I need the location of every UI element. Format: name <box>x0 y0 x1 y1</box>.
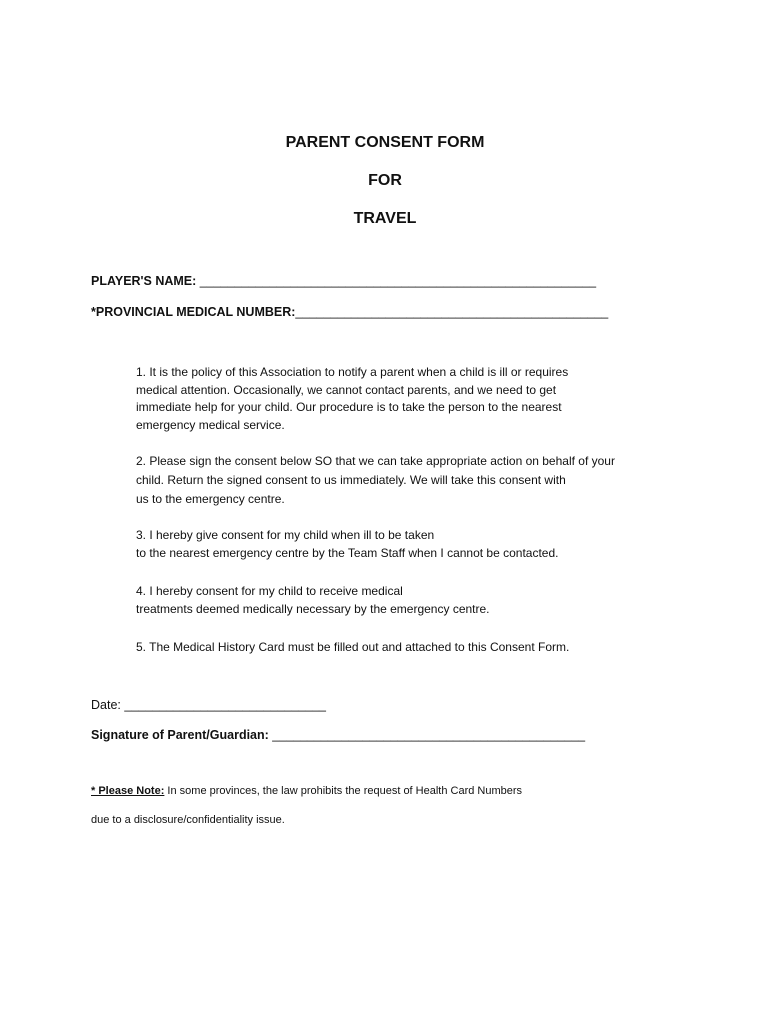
paragraph-line: 2. Please sign the consent below SO that we can take appropriate action on behalf of your <box>136 454 615 468</box>
player-name-blank[interactable]: _________________________________________________________ <box>199 274 597 288</box>
date-blank[interactable]: _____________________________ <box>124 698 326 712</box>
paragraph-line: emergency medical service. <box>136 417 285 432</box>
policy-paragraph-3 <box>136 527 558 562</box>
form-title-travel: TRAVEL <box>353 210 417 227</box>
player-name-label: PLAYER'S NAME: <box>91 274 197 288</box>
policy-paragraph-1 <box>136 364 568 434</box>
paragraph-line: 5. The Medical History Card must be filled out and attached to this Consent Form. <box>136 640 570 654</box>
paragraph-line: medical attention. Occasionally, we cannot contact parents, and we need to get <box>136 382 557 397</box>
note-text-2: due to a disclosure/confidentiality issue. <box>91 814 285 826</box>
policy-paragraph-2 <box>136 452 615 509</box>
note-text-1: In some provinces, the law prohibits the request of Health Card Numbers <box>164 785 523 797</box>
medical-number-field[interactable] <box>91 305 608 319</box>
date-field[interactable] <box>91 698 326 712</box>
paragraph-line: 1. It is the policy of this Association to notify a parent when a child is ill or requires <box>136 365 569 379</box>
medical-number-label: *PROVINCIAL MEDICAL NUMBER: <box>91 305 296 319</box>
paragraph-line: us to the emergency centre. <box>136 492 285 506</box>
paragraph-line: 4. I hereby consent for my child to receive medical <box>136 584 403 598</box>
please-note <box>91 785 522 797</box>
note-label: * Please Note: <box>91 785 165 797</box>
date-label: Date: <box>91 698 121 712</box>
signature-label: Signature of Parent/Guardian: <box>91 728 269 742</box>
policy-paragraph-5 <box>136 639 569 657</box>
signature-blank[interactable]: _____________________________________________ <box>272 728 586 742</box>
form-title-for: FOR <box>368 172 402 189</box>
medical-number-blank[interactable]: _____________________________________________ <box>295 305 609 319</box>
player-name-field[interactable] <box>91 274 596 288</box>
signature-field[interactable] <box>91 728 585 742</box>
paragraph-line: child. Return the signed consent to us immediately. We will take this consent with <box>136 473 566 487</box>
form-title: PARENT CONSENT FORM <box>285 134 485 151</box>
paragraph-line: treatments deemed medically necessary by the emergency centre. <box>136 601 490 616</box>
paragraph-line: to the nearest emergency centre by the Team Staff when I cannot be contacted. <box>136 545 559 560</box>
paragraph-line: 3. I hereby give consent for my child when ill to be taken <box>136 528 435 542</box>
policy-paragraph-4 <box>136 583 490 618</box>
paragraph-line: immediate help for your child. Our procedure is to take the person to the nearest <box>136 400 562 414</box>
